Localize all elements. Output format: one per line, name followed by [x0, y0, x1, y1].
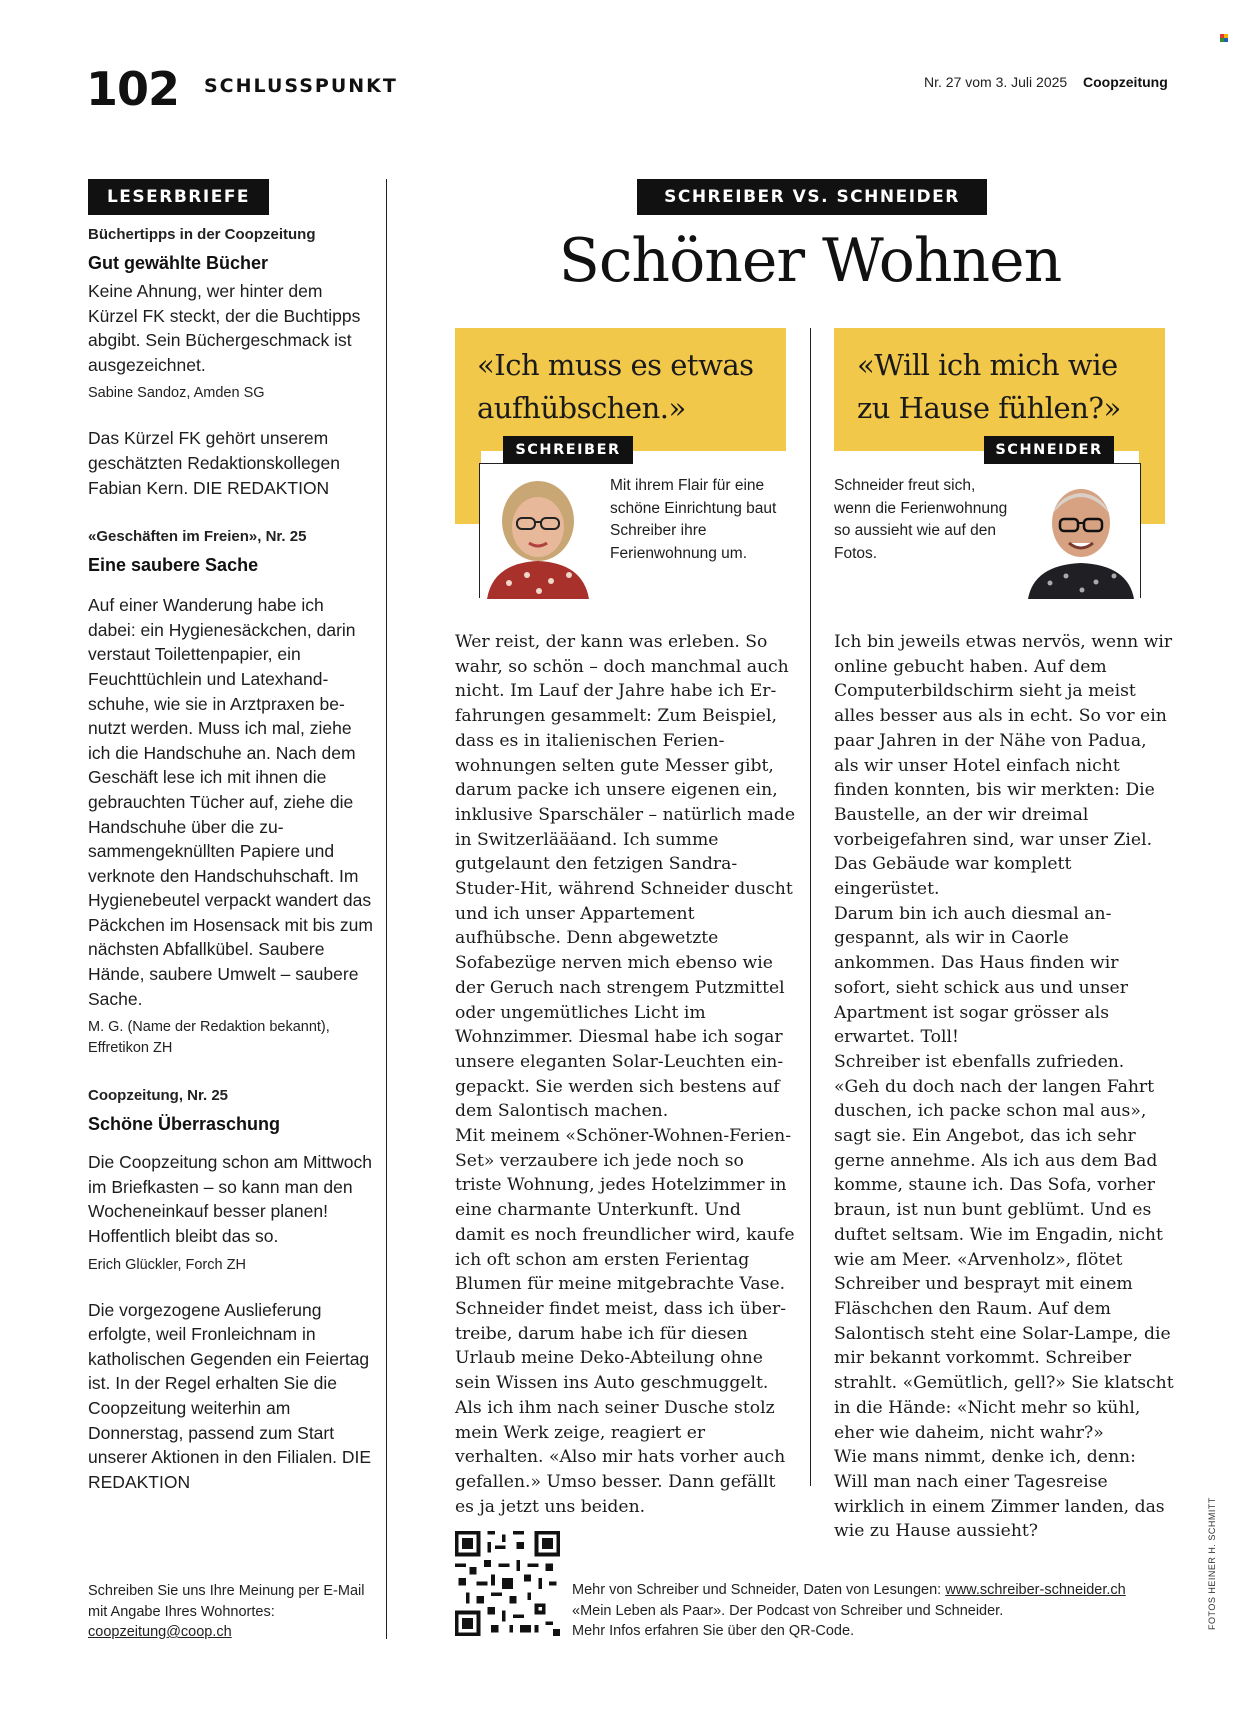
- portrait-frame-left: [479, 463, 597, 598]
- footer-note-text: Schreiben Sie uns Ihre Meinung per E-Mail mit Angabe Ihres Wohnortes:: [88, 1583, 365, 1620]
- letter-text: Auf einer Wanderung habe ich dabei: ein Hygienesäckchen, darin verstaut Toilettenpapier, ein Feuchttüchlein und Latexhandschuhe, wie sie in Arztpraxen benutzt werden. Muss ich mal, ziehe ich die Handschuhe an. Nach dem Geschäft lese ich mit ihnen die gebrauchten Tücher auf, ziehe die Handschuhe über die zusammengeknüllten Papiere und verknote den Handschuhschaft. Im Hygienebeutel verpackt wandert das Päckchen im Hosensack mit bis zum nächsten Abfallkübel. Saubere Hände, saubere Umwelt – saubere Sache.: [88, 595, 373, 1009]
- letter-signature: Erich Glückler, Forch ZH: [88, 1256, 246, 1273]
- letter-signature: Sabine Sandoz, Amden SG: [88, 385, 265, 402]
- letter-1: [88, 224, 374, 500]
- portrait-frame-right: [1023, 463, 1141, 598]
- footer-line1-text: Mehr von Schreiber und Schneider, Daten von Lesungen:: [572, 1582, 946, 1598]
- issue-info: Nr. 27 vom 3. Juli 2025: [924, 74, 1068, 90]
- letter-2: [88, 526, 374, 1059]
- footer-line3: Mehr Infos erfahren Sie über den QR-Code.: [572, 1623, 855, 1639]
- letter-kicker: «Geschäften im Freien», Nr. 25: [88, 528, 307, 546]
- color-marks-icon: [1220, 34, 1228, 42]
- letters-footer-note: [88, 1581, 374, 1643]
- quote-schneider: «Will ich mich wie zu Hause fühlen?»: [857, 348, 1121, 425]
- qr-code-icon[interactable]: [455, 1531, 560, 1636]
- section-title: SCHLUSSPUNKT: [204, 75, 398, 97]
- quote-schreiber: «Ich muss es etwas aufhübschen.»: [477, 348, 754, 425]
- caption-schneider: Schneider freut sich, wenn die Ferienwohnung so aussieht wie auf den Fotos.: [834, 477, 1008, 562]
- name-tag-schreiber: SCHREIBER: [503, 436, 633, 464]
- letter-text: Keine Ahnung, wer hinter dem Kürzel FK steckt, der die Buchtipps abgibt. Sein Büchergeschmack ist ausgezeichnet.: [88, 281, 361, 375]
- footer-line2: «Mein Leben als Paar». Der Podcast von Schreiber und Schneider.: [572, 1602, 1004, 1619]
- letter-reply: Die vorgezogene Auslieferung erfolgte, weil Fronleichnam in katholischen Gegenden ein Feiertag ist. In der Regel erhalten Sie die Coopzeitung weiterhin am Donnerstag, passend zum Start unserer Aktionen in den Filialen. DIE REDAKTION: [88, 1299, 372, 1492]
- letter-title: Eine saubere Sache: [88, 555, 259, 576]
- letter-kicker: Coopzeitung, Nr. 25: [88, 1087, 229, 1105]
- body-schreiber: Wer reist, der kann was erleben. So wahr, so schön – doch manchmal auch nicht. Im Lauf der Jahre habe ich Erfahrungen gesammelt: Zum Beispiel, dass es in italienischen Ferienwohnungen selten gute Messer gibt, darum packe ich unsere eigenen ein, inklusive Sparschäler – natürlich made in Switzerläääand. Ich summe gutgelaunt den fetzigen Sandra-Studer-Hit, während Schneider duscht und ich unser Appartement aufhübsche. Denn abgewetzte Sofabezüge nerven mich ebenso wie der Geruch nach strengem Putzmittel oder ungemütliches Licht im Wohnzimmer. Diesmal habe ich sogar unsere eleganten Solar-Leuchten eingepackt. Sie werden sich bestens auf dem Salontisch machen. Mit meinem «Schöner-Wohnen-Ferien-Set» verzaubere ich jede noch so triste Wohnung, jedes Hotelzimmer in eine charmante Unterkunft. Und damit es noch freundlicher wird, kaufe ich oft schon am ersten Ferientag Blumen für meine mitgebrachte Vase. Schneider findet meist, dass ich übertreibe, darum habe ich für diesen Urlaub meine Deko-Abteilung ohne sein Wissen ins Auto geschmuggelt. Als ich ihm nach seiner Dusche stolz mein Werk zeige, reagiert er verhalten. «Also mir hats vorher auch gefallen.» Umso besser. Dann gefällt es ja jetzt uns beiden.: [455, 632, 795, 1517]
- letters-column: [88, 224, 374, 1520]
- letter-title: Gut gewählte Bücher: [88, 253, 269, 273]
- letter-kicker: Büchertipps in der Coopzeitung: [88, 226, 316, 243]
- column-divider-center: [810, 328, 811, 1486]
- leserbriefe-label: LESERBRIEFE: [88, 179, 269, 215]
- caption-schreiber: Mit ihrem Flair für eine schöne Einrichtung baut Schreiber ihre Ferienwohnung um.: [610, 477, 777, 562]
- column-footer-info: [572, 1580, 1172, 1642]
- letter-reply: Das Kürzel FK gehört unserem geschätzten Redaktionskollegen Fabian Kern. DIE REDAKTION: [88, 428, 340, 498]
- letter-text: Die Coopzeitung schon am Mittwoch im Briefkasten – so kann man den Wocheneinkauf besser planen! Hoffentlich bleibt das so.: [88, 1152, 373, 1247]
- body-schneider: Ich bin jeweils etwas nervös, wenn wir online gebucht haben. Auf dem Computerbildschirm sieht ja meist alles besser aus als in echt. So vor ein paar Jahren in der Nähe von Padua, als wir unser Hotel einfach nicht finden konnten, bis wir merkten: Die Baustelle, an der wir dreimal vorbeigefahren sind, war unser Ziel. Das Gebäude war komplett eingerüstet. Darum bin ich auch diesmal angespannt, als wir in Caorle ankommen. Das Haus finden wir sofort, sieht schick aus und unser Apartment ist sogar grösser als erwartet. Toll! Schreiber ist ebenfalls zufrieden. «Geh du doch nach der langen Fahrt duschen, ich packe schon mal aus», sagt sie. Ein Angebot, das ich sehr gerne annehme. Als ich aus dem Bad komme, staune ich. Das Sofa, vorher braun, ist nun bunt geblümt. Und es duftet seltsam. Wie im Engadin, nicht wie am Meer. «Arvenholz», flötet Schreiber und besprayt mit einem Fläschchen den Raum. Auf dem Salontisch steht eine Solar-Lampe, die mir bekannt vorkommt. Schreiber strahlt. «Gemütlich, gell?» Sie klatscht in die Hände: «Nicht mehr so kühl, eher wie daheim, nicht wahr?» Wie mans nimmt, denke ich, denn: Will man nach einer Tagesreise wirklich in einem Zimmer landen, das wie zu Hause aussieht?: [834, 632, 1174, 1542]
- website-link[interactable]: www.schreiber-schneider.ch: [945, 1582, 1126, 1598]
- email-link[interactable]: coopzeitung@coop.ch: [88, 1624, 232, 1640]
- article-title: Schöner Wohnen: [558, 226, 1062, 296]
- brand-name: Coopzeitung: [1083, 74, 1168, 90]
- column-label: SCHREIBER VS. SCHNEIDER: [637, 179, 987, 215]
- accent-strip-left: [455, 451, 481, 524]
- letter-title: Schöne Überraschung: [88, 1114, 281, 1135]
- letter-signature: M. G. (Name der Redaktion bekannt), Effretikon ZH: [88, 1019, 330, 1057]
- photo-credit: FOTOS HEINER H. SCHMITT: [1207, 1497, 1217, 1630]
- page-number: 102: [86, 62, 180, 116]
- letter-3: [88, 1085, 374, 1494]
- accent-strip-right: [1139, 451, 1165, 524]
- column-divider: [386, 179, 387, 1639]
- name-tag-schneider: SCHNEIDER: [984, 436, 1114, 464]
